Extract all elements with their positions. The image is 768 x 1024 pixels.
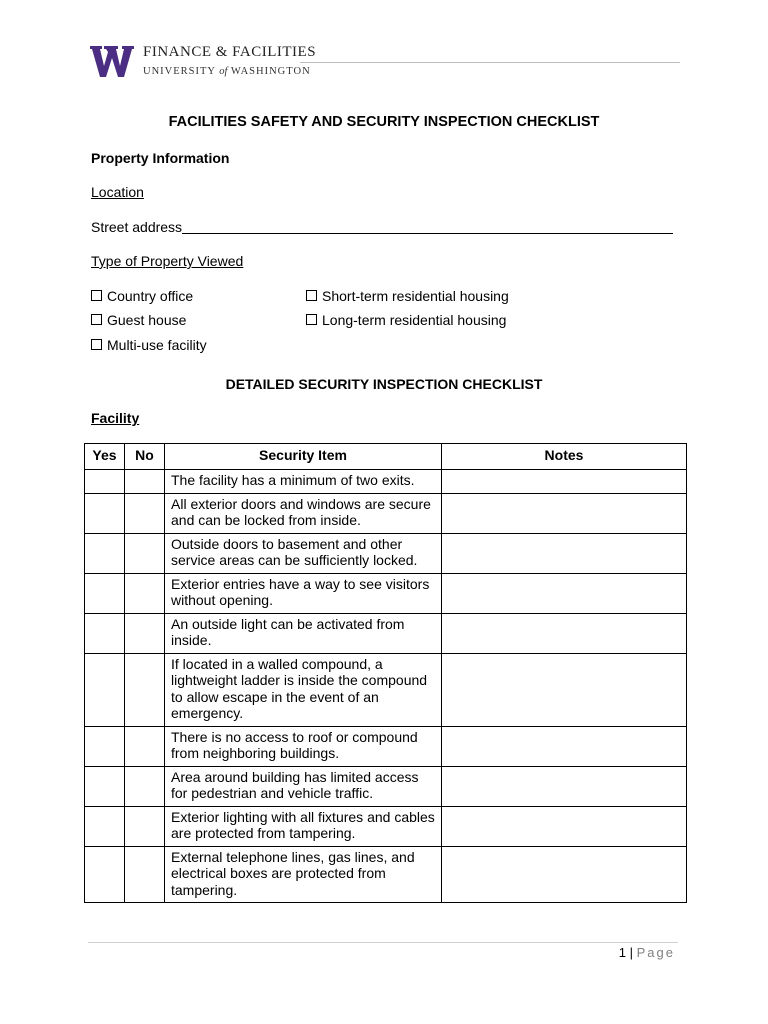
- page-footer: [619, 945, 675, 960]
- document-header: [90, 44, 680, 84]
- no-cell[interactable]: [125, 766, 165, 806]
- no-cell[interactable]: [125, 726, 165, 766]
- column-header-yes: Yes: [85, 444, 125, 470]
- checkbox-icon[interactable]: [91, 290, 102, 301]
- yes-cell[interactable]: [85, 533, 125, 573]
- security-item-cell: Exterior lighting with all fixtures and cables are protected from tampering.: [165, 806, 442, 846]
- university-name: UNIVERSITY of WASHINGTON: [143, 66, 311, 77]
- no-cell[interactable]: [125, 653, 165, 726]
- checkbox-icon[interactable]: [306, 290, 317, 301]
- table-row: [85, 470, 687, 494]
- notes-cell[interactable]: [442, 806, 687, 846]
- detailed-checklist-heading: DETAILED SECURITY INSPECTION CHECKLIST: [225, 376, 543, 392]
- no-cell[interactable]: [125, 573, 165, 613]
- no-cell[interactable]: [125, 806, 165, 846]
- table-row: [85, 573, 687, 613]
- header-rule: [300, 62, 680, 63]
- street-address-line: [91, 219, 673, 235]
- table-row: [85, 653, 687, 726]
- notes-cell[interactable]: [442, 766, 687, 806]
- table-row: [85, 493, 687, 533]
- security-item-cell: All exterior doors and windows are secure and can be locked from inside.: [165, 493, 442, 533]
- no-cell[interactable]: [125, 613, 165, 653]
- page-number: 1: [618, 945, 626, 960]
- notes-cell[interactable]: [442, 573, 687, 613]
- table-row: [85, 613, 687, 653]
- uw-w-logo-icon: [90, 44, 134, 78]
- yes-cell[interactable]: [85, 613, 125, 653]
- checkbox-icon[interactable]: [91, 314, 102, 325]
- yes-cell[interactable]: [85, 766, 125, 806]
- table-header-row: [85, 444, 687, 470]
- org-name: FINANCE & FACILITIES: [143, 44, 317, 60]
- table-row: [85, 766, 687, 806]
- security-item-cell: External telephone lines, gas lines, and electrical boxes are protected from tampering.: [165, 846, 442, 903]
- street-address-field[interactable]: [182, 219, 673, 234]
- notes-cell[interactable]: [442, 533, 687, 573]
- no-cell[interactable]: [125, 533, 165, 573]
- property-option-country-office[interactable]: Country office: [91, 288, 193, 304]
- notes-cell[interactable]: [442, 470, 687, 494]
- footer-rule: [88, 942, 678, 943]
- notes-cell[interactable]: [442, 726, 687, 766]
- table-row: [85, 806, 687, 846]
- property-info-heading: Property Information: [91, 150, 230, 166]
- no-cell[interactable]: [125, 470, 165, 494]
- security-item-cell: Area around building has limited access for pedestrian and vehicle traffic.: [165, 766, 442, 806]
- facility-heading: Facility: [91, 410, 140, 426]
- yes-cell[interactable]: [85, 470, 125, 494]
- no-cell[interactable]: [125, 846, 165, 903]
- column-header-notes: Notes: [442, 444, 687, 470]
- security-item-cell: Exterior entries have a way to see visitors without opening.: [165, 573, 442, 613]
- yes-cell[interactable]: [85, 653, 125, 726]
- security-item-cell: If located in a walled compound, a lightweight ladder is inside the compound to allow escape in the event of an emergency.: [165, 653, 442, 726]
- security-item-cell: Outside doors to basement and other service areas can be sufficiently locked.: [165, 533, 442, 573]
- property-option-multi-use[interactable]: Multi-use facility: [91, 337, 207, 353]
- column-header-no: No: [125, 444, 165, 470]
- table-row: [85, 846, 687, 903]
- notes-cell[interactable]: [442, 653, 687, 726]
- page-label: Page: [636, 945, 675, 960]
- property-option-long-term[interactable]: Long-term residential housing: [306, 312, 506, 328]
- notes-cell[interactable]: [442, 846, 687, 903]
- security-item-cell: The facility has a minimum of two exits.: [165, 470, 442, 494]
- location-heading: Location: [91, 184, 144, 200]
- yes-cell[interactable]: [85, 573, 125, 613]
- yes-cell[interactable]: [85, 806, 125, 846]
- table-row: [85, 726, 687, 766]
- checkbox-icon[interactable]: [91, 339, 102, 350]
- security-checklist-table: [84, 443, 687, 903]
- checkbox-icon[interactable]: [306, 314, 317, 325]
- property-option-short-term[interactable]: Short-term residential housing: [306, 288, 509, 304]
- yes-cell[interactable]: [85, 493, 125, 533]
- security-item-cell: An outside light can be activated from inside.: [165, 613, 442, 653]
- column-header-security-item: Security Item: [165, 444, 442, 470]
- street-address-label: Street address: [91, 219, 183, 235]
- yes-cell[interactable]: [85, 846, 125, 903]
- table-row: [85, 533, 687, 573]
- security-item-cell: There is no access to roof or compound from neighboring buildings.: [165, 726, 442, 766]
- notes-cell[interactable]: [442, 493, 687, 533]
- notes-cell[interactable]: [442, 613, 687, 653]
- no-cell[interactable]: [125, 493, 165, 533]
- yes-cell[interactable]: [85, 726, 125, 766]
- property-option-guest-house[interactable]: Guest house: [91, 312, 186, 328]
- page-separator: |: [629, 945, 633, 960]
- property-type-heading: Type of Property Viewed: [91, 253, 244, 269]
- document-title: FACILITIES SAFETY AND SECURITY INSPECTION CHECKLIST: [168, 114, 600, 130]
